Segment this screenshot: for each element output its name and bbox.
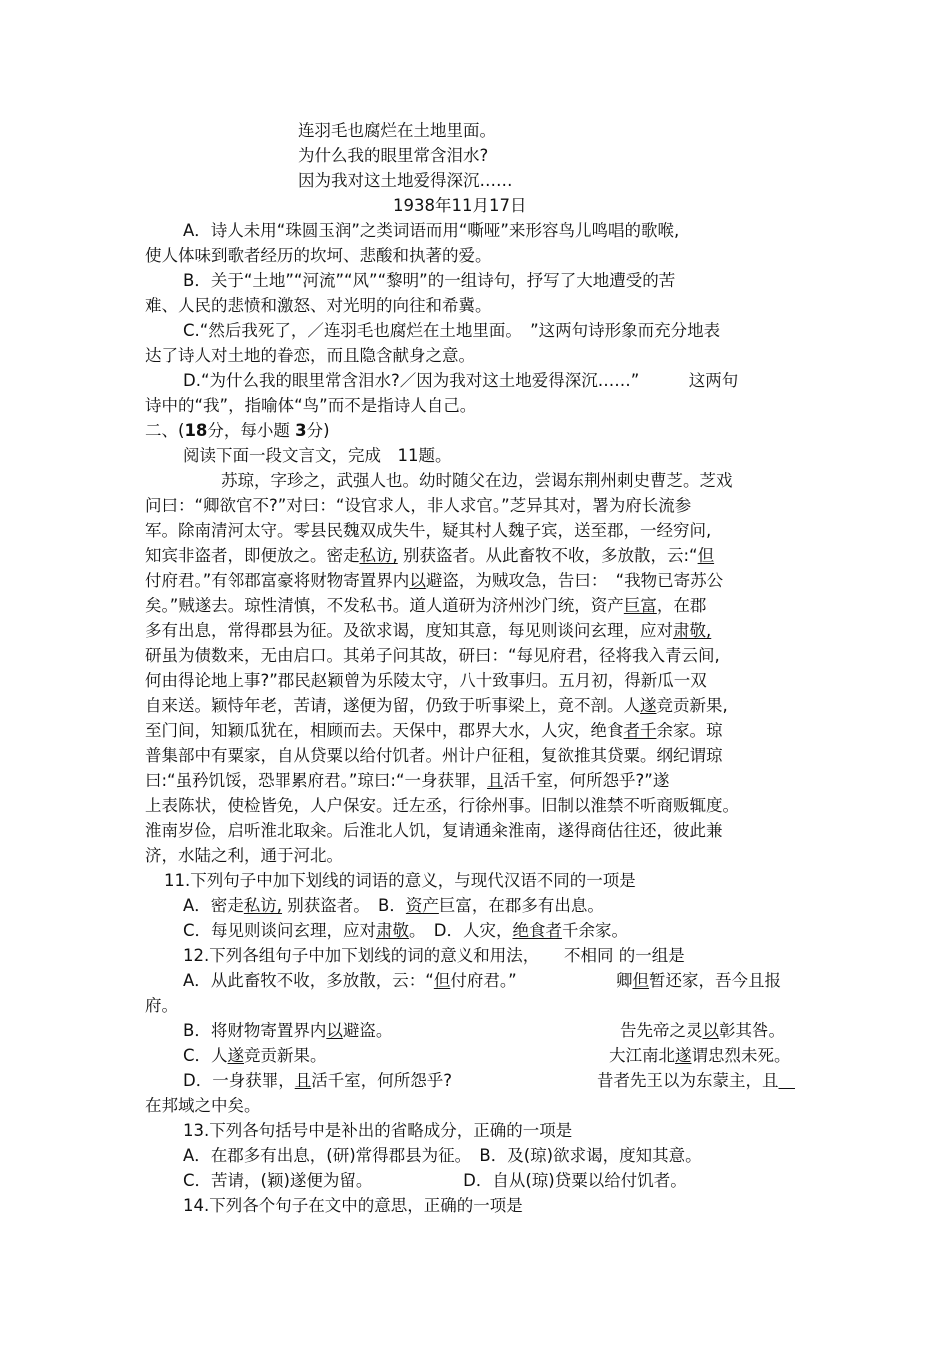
- text-line: 为什么我的眼里常含泪水?: [298, 146, 489, 165]
- text-line: 阅读下面一段文言文，完成 11题。: [183, 446, 452, 465]
- text-line: 使人体味到歌者经历的坎坷、悲酸和执著的爱。: [145, 246, 492, 265]
- text-line: 二、(18分，每小题 3分): [145, 421, 330, 440]
- text-line: 卿但暂还家，吾今且报: [616, 971, 781, 990]
- text-line: B．将财物寄置界内以避盗。: [183, 1021, 393, 1040]
- text-line: 苏琼，字珍之，武强人也。幼时随父在边，尝谒东荆州刺史曹芝。芝戏: [221, 471, 733, 490]
- text-line: 曰:“虽矜饥馁，恐罪累府君。”琼曰:“一身获罪，且活千室，何所怨乎?”遂: [145, 771, 670, 790]
- text-line: C．每见则谈问玄理，应对肃敬。 D．人灾，绝食者千余家。: [183, 921, 628, 940]
- text-line: 因为我对这土地爱得深沉……: [298, 171, 513, 190]
- text-line: 大江南北遂谓忠烈未死。: [609, 1046, 791, 1065]
- text-line: A．在郡多有出息，(研)常得郡县为征。 B．及(琼)欲求谒，度知其意。: [183, 1146, 702, 1165]
- text-line: 告先帝之灵以彰其咎。: [620, 1021, 785, 1040]
- text-line: 连羽毛也腐烂在土地里面。: [298, 121, 496, 140]
- text-line: C.“然后我死了，／连羽毛也腐烂在土地里面。 ”这两句诗形象而充分地表: [183, 321, 721, 340]
- text-line: 在邦域之中矣。: [145, 1096, 261, 1115]
- text-line: 济，水陆之利，通于河北。: [145, 846, 343, 865]
- text-line: 淮南岁俭，启听淮北取籴。后淮北人饥，复请通籴淮南，遂得商估往还，彼此兼: [145, 821, 723, 840]
- text-line: 何由得论地上事?”郡民赵颖曾为乐陵太守，八十致事归。五月初，得新瓜一双: [145, 671, 707, 690]
- text-line: 付府君。”有邻郡富豪将财物寄置界内以避盗，为贼攻急，告曰： “我物已寄苏公: [145, 571, 724, 590]
- text-line: 上表陈状，使检皆免，人户保安。迁左丞，行徐州事。旧制以淮禁不听商贩辄度。: [145, 796, 739, 815]
- text-line: 矣。”贼遂去。琼性清慎，不发私书。道人道研为济州沙门统，资产巨富，在郡: [145, 596, 707, 615]
- text-line: 至门间，知颖瓜犹在，相顾而去。天保中，郡界大水，人灾，绝食者千余家。琼: [145, 721, 723, 740]
- text-line: A．密走私访, 别获盗者。 B．资产巨富，在郡多有出息。: [183, 896, 604, 915]
- text-line: 知宾非盗者，即便放之。密走私访, 别获盗者。从此畜牧不收，多放散，云:“但: [145, 546, 715, 565]
- text-line: C．人遂竞贡新果。: [183, 1046, 327, 1065]
- text-line: A．从此畜牧不收，多放散，云：“但付府君。”: [183, 971, 517, 990]
- text-line: D．一身获罪，且活千室，何所怨乎?: [183, 1071, 452, 1090]
- text-line: 14.下列各个句子在文中的意思，正确的一项是: [183, 1196, 523, 1215]
- text-line: 1938年11月17日: [393, 196, 527, 215]
- text-line: 诗中的“我”，指喻体“鸟”而不是指诗人自己。: [145, 396, 477, 415]
- text-line: 自来送。颖恃年老，苦请，遂便为留，仍致于听事梁上，竟不剖。人遂竞贡新果,: [145, 696, 728, 715]
- text-line: 昔者先王以为东蒙主，且: [597, 1071, 779, 1090]
- text-line: 难、人民的悲愤和激怒、对光明的向往和希冀。: [145, 296, 492, 315]
- text-line: 11.下列句子中加下划线的词语的意义，与现代汉语不同的一项是: [164, 871, 636, 890]
- text-line: 13.下列各句括号中是补出的省略成分，正确的一项是: [183, 1121, 573, 1140]
- text-line: 达了诗人对土地的眷恋，而且隐含献身之意。: [145, 346, 475, 365]
- text-line: 府。: [145, 996, 178, 1015]
- text-line: D.“为什么我的眼里常含泪水?／因为我对这土地爱得深沉……” 这两句: [183, 371, 739, 390]
- text-line: A．诗人未用“珠圆玉润”之类词语而用“嘶哑”来形容鸟儿鸣唱的歌喉,: [183, 221, 680, 240]
- text-line: B．关于“土地”“河流”“风”“黎明”的一组诗句，抒写了大地遭受的苦: [183, 271, 676, 290]
- text-line: 研虽为债数来，无由启口。其弟子问其故，研曰：“每见府君，径将我入青云间,: [145, 646, 720, 665]
- text-line: C．苦请，(颖)遂便为留。 D．自从(琼)贷粟以给付饥者。: [183, 1171, 687, 1190]
- text-line: 多有出息，常得郡县为征。及欲求谒，度知其意，每见则谈问玄理，应对肃敬,: [145, 621, 712, 640]
- text-line: 12.下列各组句子中加下划线的词的意义和用法， 不相同 的一组是: [183, 946, 685, 965]
- text-line: 普集部中有粟家，自从贷粟以给付饥者。州计户征租，复欲推其贷粟。纲纪谓琼: [145, 746, 723, 765]
- text-line: 军。除南清河太守。零县民魏双成失牛，疑其村人魏子宾，送至郡，一经穷问,: [145, 521, 712, 540]
- text-line: 问曰：“卿欲官不?”对曰：“设官求人，非人求官。”芝异其对，署为府长流参: [145, 496, 692, 515]
